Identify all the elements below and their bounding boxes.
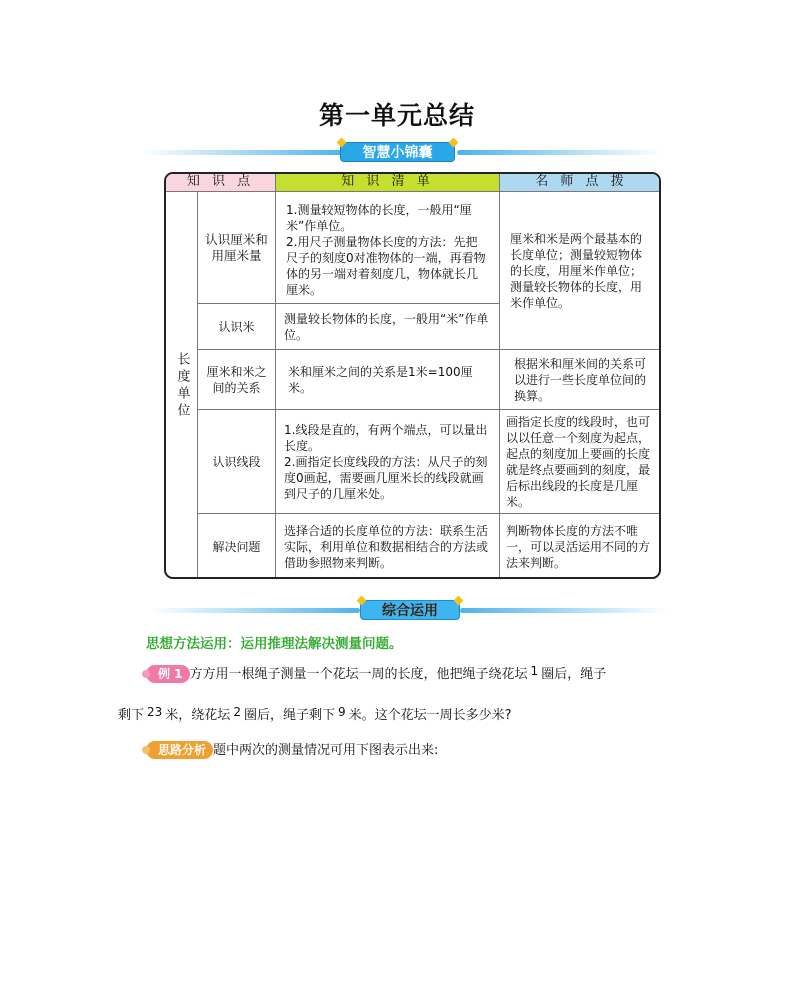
section-badge-application: 综合运用 bbox=[360, 600, 460, 620]
table-row-content: 测量较长物体的长度，一般用“米”作单位。 bbox=[276, 304, 500, 350]
star-icon bbox=[337, 138, 347, 148]
table-row-point: 解决问题 bbox=[198, 514, 276, 579]
knowledge-table bbox=[164, 172, 661, 579]
table-row-tip: 判断物体长度的方法不唯一，可以灵活运用不同的方法来判断。 bbox=[506, 523, 651, 570]
analysis: 思路分析 题中两次的测量情况可用下图表示出来: bbox=[146, 740, 438, 762]
table-row-point: 厘米和米之间的关系 bbox=[198, 350, 276, 410]
table-tip-merged: 厘米和米是两个最基本的长度单位；测量较短物体的长度，用厘米作单位；测量较长物体的长度，用米作单位。 bbox=[500, 192, 661, 350]
example-tag: 例 1 bbox=[146, 665, 190, 683]
table-row-content: 米和厘米之间的关系是1米=100厘米。 bbox=[276, 350, 500, 410]
table-row-point: 认识厘米和用厘米量 bbox=[198, 192, 276, 304]
star-icon bbox=[454, 596, 464, 606]
example-1: 例 1 方方用一根绳子测量一个花坛一周的长度，他把绳子绕花坛 1 圈后，绳子 bbox=[146, 660, 666, 686]
table-row-tip: 画指定长度的线段时，也可以以任意一个刻度为起点，起点的刻度加上要画的长度就是终点要画到的刻度，最后标出线段的长度是几厘米。 bbox=[500, 410, 661, 514]
table-row-content: 1.线段是直的，有两个端点，可以量出长度。 2.画指定长度线段的方法：从尺子的刻度0画起，需要画几厘米长的线段就画到尺子的几厘米处。 bbox=[276, 410, 500, 514]
method-statement: 思想方法运用：运用推理法解决测量问题。 bbox=[146, 636, 403, 652]
table-row-content: 1.测量较短物体的长度，一般用“厘米”作单位。 2.用尺子测量物体长度的方法：先把尺子的刻度0对准物体的一端，再看物体的另一端对着刻度几，物体就长几厘米。 bbox=[276, 192, 500, 304]
table-row-tip: 根据米和厘米间的关系可以进行一些长度单位间的换算。 bbox=[500, 350, 661, 410]
group-label-length-unit: 长度单位 bbox=[166, 192, 198, 579]
analysis-tag: 思路分析 bbox=[146, 741, 213, 759]
example-1-line2: 剩下 23 米，绕花坛 2 圈后，绳子剩下 9 米。这个花坛一周长多少米? bbox=[118, 705, 512, 723]
table-header-list: 知 识 清 单 bbox=[276, 174, 500, 192]
section-band-wisdom bbox=[140, 142, 662, 162]
table-row-content: 选择合适的长度单位的方法：联系生活实际，利用单位和数据相结合的方法或借助参照物来判断。 bbox=[276, 514, 500, 579]
section-band-application bbox=[150, 600, 668, 620]
page-title: 第一单元总结 bbox=[318, 101, 475, 130]
table-row-point: 认识米 bbox=[198, 304, 276, 350]
table-header-point: 知 识 点 bbox=[166, 174, 276, 192]
section-badge-wisdom: 智慧小锦囊 bbox=[340, 142, 455, 162]
table-header-tip: 名 师 点 拨 bbox=[500, 174, 661, 192]
star-icon bbox=[357, 596, 367, 606]
table-row-point: 认识线段 bbox=[198, 410, 276, 514]
star-icon bbox=[449, 138, 459, 148]
